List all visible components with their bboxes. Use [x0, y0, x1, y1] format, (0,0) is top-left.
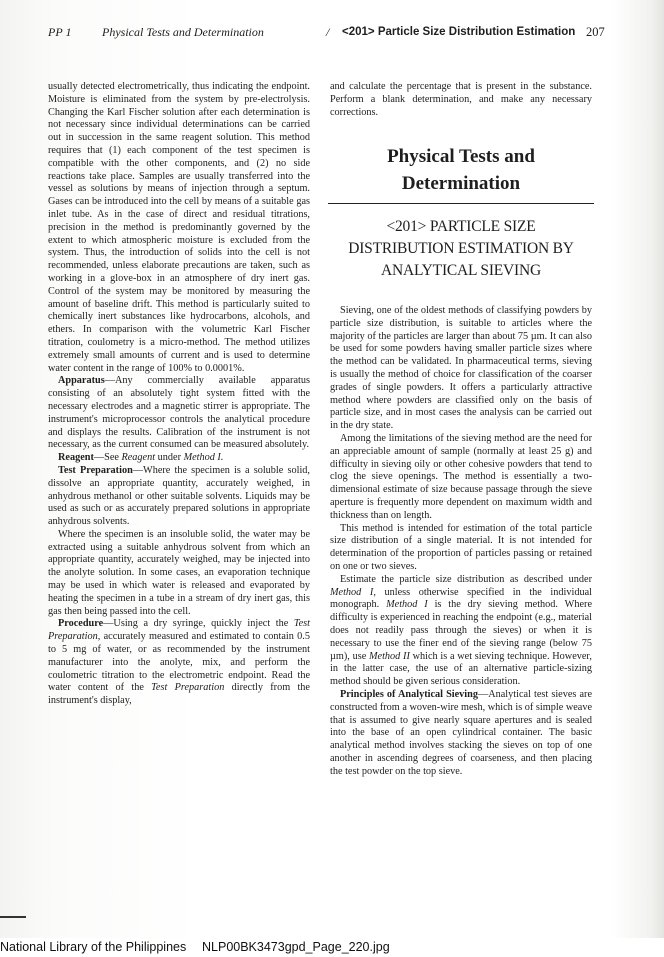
chapter-title-line-2: Determination: [401, 173, 521, 194]
reagent-under: under: [155, 452, 184, 464]
scan-footer: [0, 938, 664, 957]
test-preparation-text: —Where the specimen is a soluble solid, dissolve an appropriate quantity, accurately weighed, in anhydrous methanol or other suitable solvents. Liquids may be used as such or as accurately prepared solutions in appropriate anhydrous solvents.: [48, 464, 310, 528]
test-preparation-heading: Test Preparation: [58, 464, 133, 476]
chapter-title: [330, 143, 592, 197]
section-title: [326, 216, 596, 282]
page-number: 207: [586, 25, 605, 39]
left-paragraph-apparatus: [48, 375, 310, 452]
running-head: [40, 22, 614, 42]
chapter-title-line-1: Physical Tests and: [387, 146, 535, 167]
method-2-reference: Method II: [369, 650, 410, 662]
right-paragraph-limitations: Among the limitations of the sieving method are the need for an appreciable amount of sample (normally at least 25 g) and difficulty in sieving oily or other cohesive powders that tend to clog the sieve openings. The method is essentially a two-dimensional estimate of size because passage through the sieve aperture is frequently more dependent on maximum width and thickness than on length.: [330, 432, 592, 521]
running-head-separator: /: [326, 25, 330, 39]
running-head-chapter: Physical Tests and Determination: [102, 25, 264, 39]
left-paragraph-insoluble: Where the specimen is an insoluble solid, the water may be extracted using a suitable anhydrous solvent from which an appropriate quantity, accurately weighed, may be injected into the anolyte solution. In some cases, an evaporation technique may be used in which water is released and evaporated by heating the specimen in a tube in a stream of dry inert gas, this gas then being passed into the cell.: [48, 528, 310, 617]
running-head-section: <201> Particle Size Distribution Estimation: [342, 26, 576, 38]
right-paragraph-principles: [330, 689, 592, 779]
methods-text-b: , unless otherwise specified in the individual monograph.: [330, 586, 592, 611]
procedure-text-a: —Using a dry syringe, quickly inject the: [103, 618, 294, 630]
footer-filename: NLP00BK3473gpd_Page_220.jpg: [202, 940, 390, 954]
left-paragraph-test-preparation: [48, 465, 310, 529]
footnote-rule: [0, 916, 26, 918]
methods-text-c: is the dry sieving method. Where difficulty is experienced in reaching the endpoint (e.g., material does not readily pass through the sieves) or when it is necessary to use the finer end of the sieving range (below 75 µm), use: [330, 599, 592, 662]
reagent-text: —See: [93, 452, 122, 464]
apparatus-text: —Any commercially available apparatus consisting of an absolutely tight system fitted with the necessary electrodes and a magnetic stirrer is appropriate. The instrument's microprocessor controls the analytical procedure and displays the results. Calibration of the instrument is not necessary, as the current consumed can be measured absolutely.: [48, 375, 310, 451]
procedure-text-c: directly from the instrument's display,: [48, 682, 310, 707]
right-paragraph-methods: [330, 574, 592, 689]
procedure-reference-1: Test Preparation: [48, 618, 310, 643]
apparatus-heading: Apparatus: [58, 375, 105, 387]
procedure-reference-2: Test Preparation: [151, 682, 225, 694]
right-paragraph-sieving-intro: Sieving, one of the oldest methods of classifying powders by particle size distribution, is suitable to articles where the majority of the particles are larger than about 75 µm. It can also be used for some powders having smaller particle sizes where the method can be validated. In pharmaceutical terms, sieving is usually the method of choice for classification of the coarser grades of single powders. It offers a particularly attractive method where powders are classified only on the basis of particle size, and in most cases the analysis can be carried out in the dry state.: [330, 305, 592, 432]
methods-text-a: Estimate the particle size distribution as described under: [340, 573, 592, 585]
principles-text: —Analytical test sieves are constructed from a woven-wire mesh, which is of simple weave that is assumed to give nearly square apertures and is sealed into the base of an open cylindrical container. The basic analytical method involves stacking the sieves on top of one another in ascending degrees of coarseness, and then placing the test powder on the top sieve.: [330, 688, 592, 777]
procedure-heading: Procedure: [58, 618, 104, 630]
left-paragraph-procedure: [48, 618, 310, 708]
right-paragraph-intent: This method is intended for estimation of the total particle size distribution of a single material. It is not intended for determination of the proportion of particles passing or retained on one or two sieves.: [330, 522, 592, 572]
methods-text-d: which is a wet sieving technique. However, in the latter case, the use of an alternative particle-sizing method should be given serious consideration.: [330, 650, 592, 688]
method-1-reference-a: Method I: [330, 586, 374, 598]
footer-library: National Library of the Philippines: [0, 940, 187, 954]
left-paragraph-coulometry: usually detected electrometrically, thus indicating the endpoint. Moisture is eliminated from the system by pre-electrolysis. Changing the Karl Fischer solution after each determination is not necessary since individual determinations can be carried out in succession in the same reagent solution. This method requires that (1) each component of the test specimen is compatible with the other components, and (2) no side reactions take place. Samples are usually transferred into the vessel as solutions by means of injection through a septum. Gases can be introduced into the cell by means of a suitable gas inlet tube. As in the case of direct and residual titrations, precision in the method is predominantly governed by the extent to which atmospheric moisture is excluded from the system. Thus, the introduction of solids into the cell is not recommended, unless elaborate precautions are taken, such as working in a glove-box in an atmosphere of dry inert gas. Control of the system may be monitored by measuring the amount of baseline drift. This method is particularly suited to chemically inert substances like hydrocarbons, alcohols, and ethers. In comparison with the volumetric Karl Fischer titration, coulometry is a micro-method. The method utilizes extremely small amounts of current and is used to determine water content in the range of 100% to 0.0001%.: [48, 81, 310, 374]
page-spine-shadow: [650, 0, 664, 938]
reagent-method-reference: Method I.: [183, 452, 224, 464]
left-column: [48, 81, 310, 708]
reagent-heading: Reagent: [58, 452, 94, 464]
right-column-carryover: [330, 81, 592, 119]
principles-heading: Principles of Analytical Sieving: [340, 688, 478, 700]
section-title-line-1: <201> PARTICLE SIZE: [386, 218, 536, 235]
method-1-reference-b: Method I: [386, 599, 428, 611]
left-paragraph-reagent: [48, 452, 310, 465]
running-head-part: PP 1: [48, 25, 72, 39]
reagent-reference: Reagent: [121, 452, 156, 464]
right-paragraph-carryover: and calculate the percentage that is present in the substance. Perform a blank determination, and make any necessary corrections.: [330, 81, 592, 118]
procedure-text-b: , accurately measured and estimated to contain 0.5 to 5 mg of water, or as recommended by the instrument manufacturer into the anolyte, mix, and perform the coulometric titration to the electrometric endpoint. Read the water content of the: [48, 631, 310, 694]
chapter-title-rule: [328, 203, 594, 204]
section-title-line-2: DISTRIBUTION ESTIMATION BY: [348, 240, 574, 257]
section-title-line-3: ANALYTICAL SIEVING: [380, 262, 541, 279]
right-column-body: [330, 305, 592, 778]
